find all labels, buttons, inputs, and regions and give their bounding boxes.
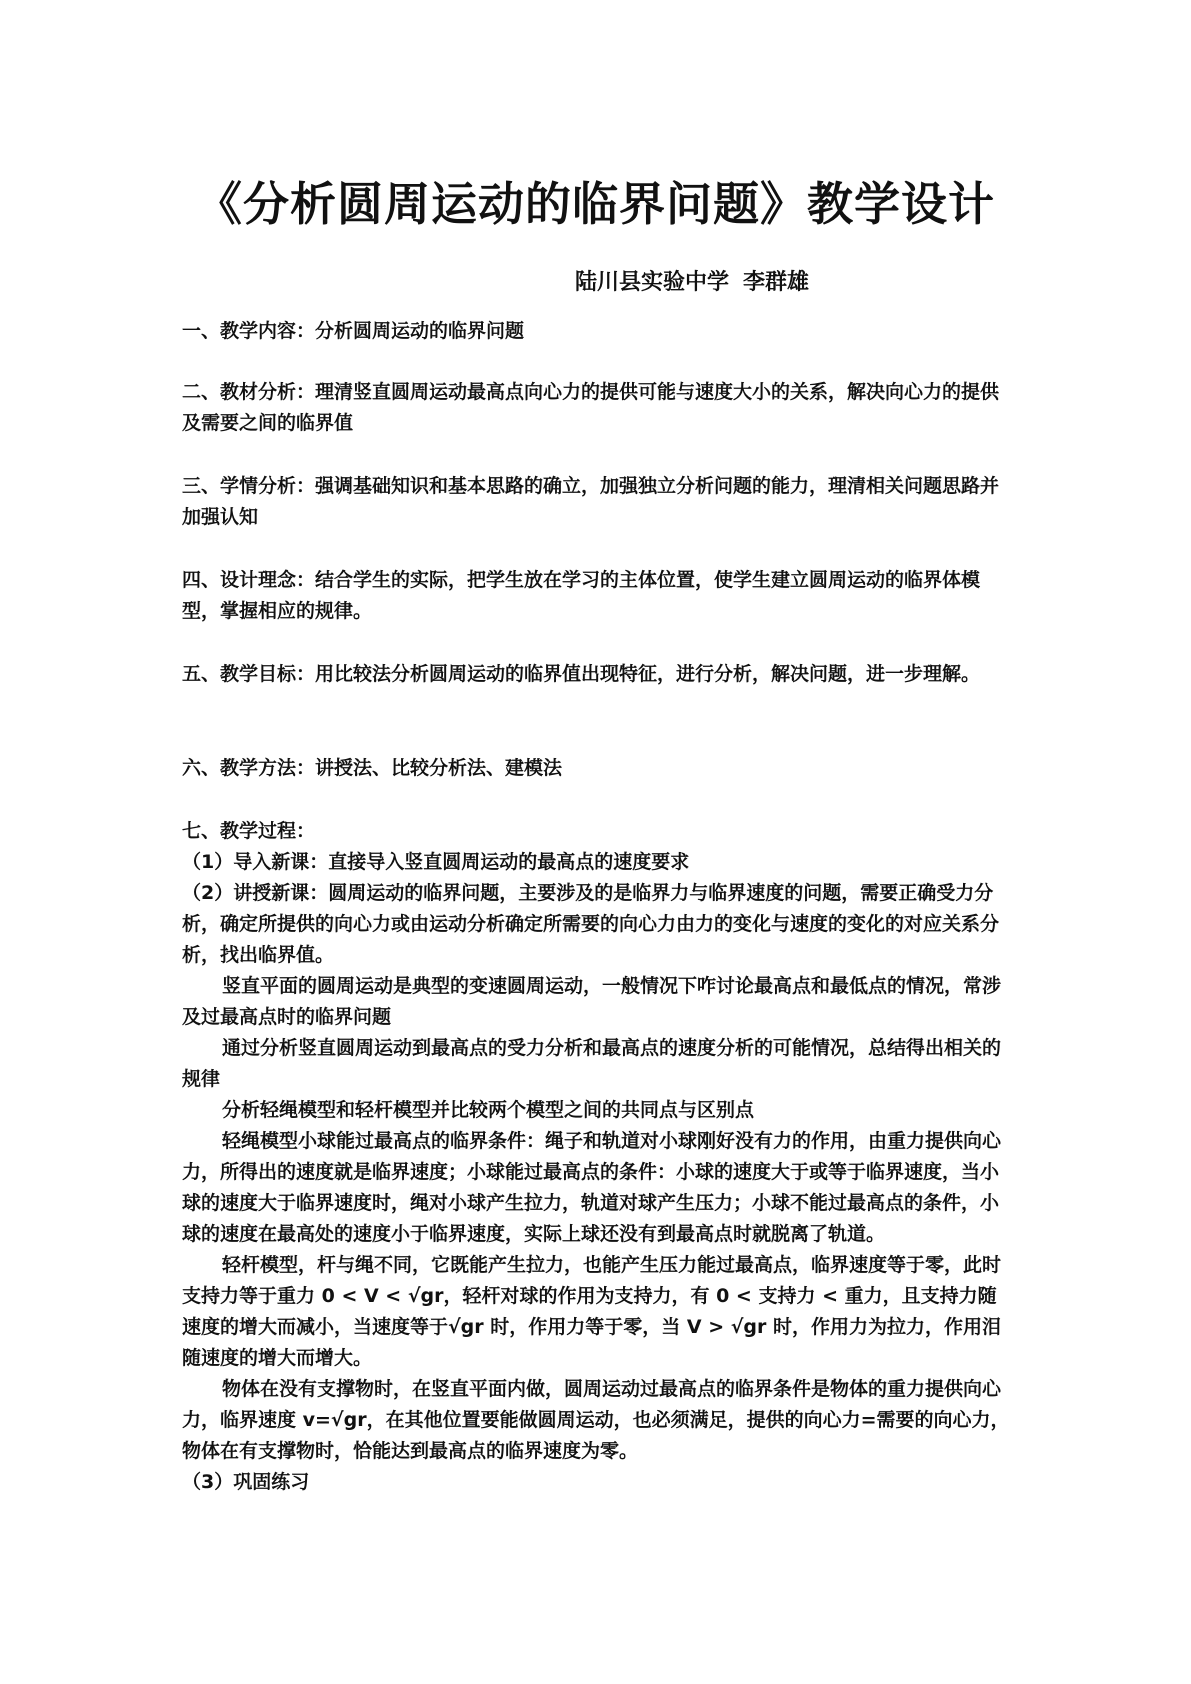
paragraph-support-condition: 物体在没有支撑物时，在竖直平面内做，圆周运动过最高点的临界条件是物体的重力提供向心力，临界速度 v=√gr，在其他位置要能做圆周运动，也必须满足，提供的向心力=需要的向心力，物体在有支撑物时，恰能达到最高点的临界速度为零。 <box>182 1378 1010 1462</box>
paragraph-rope-model: 轻绳模型小球能过最高点的临界条件：绳子和轨道对小球刚好没有力的作用，由重力提供向心力，所得出的速度就是临界速度；小球能过最高点的条件：小球的速度大于或等于临界速度，当小球的速度大于临界速度时，绳对小球产生拉力，轨道对球产生压力；小球不能过最高点的条件，小球的速度在最高处的速度小于临界速度，实际上球还没有到最高点时就脱离了轨道。 <box>182 1130 1002 1245</box>
section-teaching-process <box>182 816 1012 1498</box>
section-teaching-method: 六、教学方法：讲授法、比较分析法、建模法 <box>182 757 563 779</box>
process-step-introduction: （1）导入新课：直接导入竖直圆周运动的最高点的速度要求 <box>182 851 690 873</box>
section-material-analysis: 二、教材分析：理清竖直圆周运动最高点向心力的提供可能与速度大小的关系，解决向心力的提供及需要之间的临界值 <box>182 381 1000 434</box>
author-name: 李群雄 <box>743 270 810 295</box>
process-step-practice: （3）巩固练习 <box>182 1471 310 1493</box>
section-teaching-content: 一、教学内容：分析圆周运动的临界问题 <box>182 320 525 342</box>
section-teaching-goal: 五、教学目标：用比较法分析圆周运动的临界值出现特征，进行分析，解决问题，进一步理解。 <box>182 663 981 685</box>
process-heading: 七、教学过程： <box>182 820 316 842</box>
section-design-concept: 四、设计理念：结合学生的实际，把学生放在学习的主体位置，使学生建立圆周运动的临界体模型，掌握相应的规律。 <box>182 569 981 622</box>
paragraph-force-analysis: 通过分析竖直圆周运动到最高点的受力分析和最高点的速度分析的可能情况，总结得出相关的规律 <box>182 1037 1002 1090</box>
document-title: 《分析圆周运动的临界问题》教学设计 <box>196 177 995 231</box>
paragraph-model-compare: 分析轻绳模型和轻杆模型并比较两个模型之间的共同点与区别点 <box>222 1099 755 1121</box>
section-student-analysis: 三、学情分析：强调基础知识和基本思路的确立，加强独立分析问题的能力，理清相关问题思路并加强认知 <box>182 475 1000 528</box>
process-step-lecture: （2）讲授新课：圆周运动的临界问题，主要涉及的是临界力与临界速度的问题，需要正确受力分析，确定所提供的向心力或由运动分析确定所需要的向心力由力的变化与速度的变化的对应关系分析，找出临界值。 <box>182 882 1000 966</box>
paragraph-rod-model: 轻杆模型，杆与绳不同，它既能产生拉力，也能产生压力能过最高点，临界速度等于零，此时支持力等于重力 0 < V < √gr，轻杆对球的作用为支持力，有 0 < 支持力 < 重力，且支持力随速度的增大而减小，当速度等于√gr 时，作用力等于零，当 V > √gr 时，作用力为拉力，作用泪随速度的增大而增大。 <box>182 1254 1002 1369</box>
school-name: 陆川县实验中学 <box>575 270 730 295</box>
author-line <box>575 267 809 299</box>
paragraph-vertical-plane: 竖直平面的圆周运动是典型的变速圆周运动，一般情况下咋讨论最高点和最低点的情况，常涉及过最高点时的临界问题 <box>182 975 1002 1028</box>
